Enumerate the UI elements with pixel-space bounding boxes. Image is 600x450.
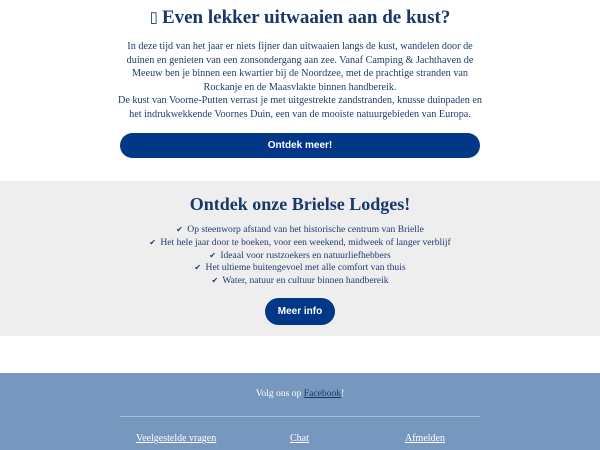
facebook-link[interactable]: Facebook [303,388,342,399]
intro-title-text: Even lekker uitwaaien aan de kust? [161,7,451,28]
checkmark-icon: ✔ [176,225,183,234]
more-info-button[interactable]: Meer info [265,298,335,325]
list-item [0,224,600,237]
intro-section [0,0,600,181]
chat-link[interactable]: Chat [290,433,309,444]
follow-suffix: ! [341,388,345,399]
spacer [0,336,600,373]
follow-us-text [0,388,600,399]
list-item [0,262,600,275]
checkmark-icon: ✔ [194,263,202,273]
follow-prefix: Volg ons op [255,388,304,399]
unsubscribe-link[interactable]: Afmelden [405,433,445,444]
lodges-heading: Ontdek onze Brielse Lodges! [189,194,411,214]
list-item-text: Ideaal voor rustzoekers en natuurliefhebbers [220,249,391,261]
checkmark-icon: ✔ [209,250,216,260]
list-item [0,237,600,250]
faq-link[interactable]: Veelgestelde vragen [136,433,217,444]
checkmark-icon: ✔ [149,237,156,247]
list-item-text: Op steenworp afstand van het historische centrum van Brielle [187,224,424,235]
list-item-text: Water, natuur en cultuur binnen handbereik [222,275,389,287]
footer [0,373,600,450]
intro-paragraph-2: De kust van Voorne-Putten verrast je met uitgestrekte zandstranden, knusse duinpaden en het indrukwekkende Voornes Duin, een van de mooiste natuurgebieden van Europa. [117,95,482,120]
intro-paragraph-1: In deze tijd van het jaar er niets fijner dan uitwaaien langs de kust, wandelen door de duinen en genieten van een zonsondergang aan zee. Vanaf Camping & Jachthaven de Meeuw ben je binnen een kwartier bij de Noordzee, met de prachtige stranden van Rockanje en de Maasvlakte binnen handbereik. [126,41,474,93]
list-item [0,275,600,288]
discover-more-button[interactable]: Ontdek meer! [120,133,480,158]
footer-links [120,433,480,447]
list-item-text: Het ultieme buitengevoel met alle comfort van thuis [205,262,406,274]
missing-glyph-icon: ▯ [149,10,158,26]
footer-divider [120,416,480,417]
list-item-text: Het hele jaar door te boeken, voor een weekend, midweek of langer verblijf [160,236,451,248]
lodges-feature-list [0,224,600,288]
checkmark-icon: ✔ [211,276,219,286]
intro-heading [0,7,600,29]
list-item [0,250,600,263]
lodges-section [0,181,600,336]
intro-body [114,40,486,122]
